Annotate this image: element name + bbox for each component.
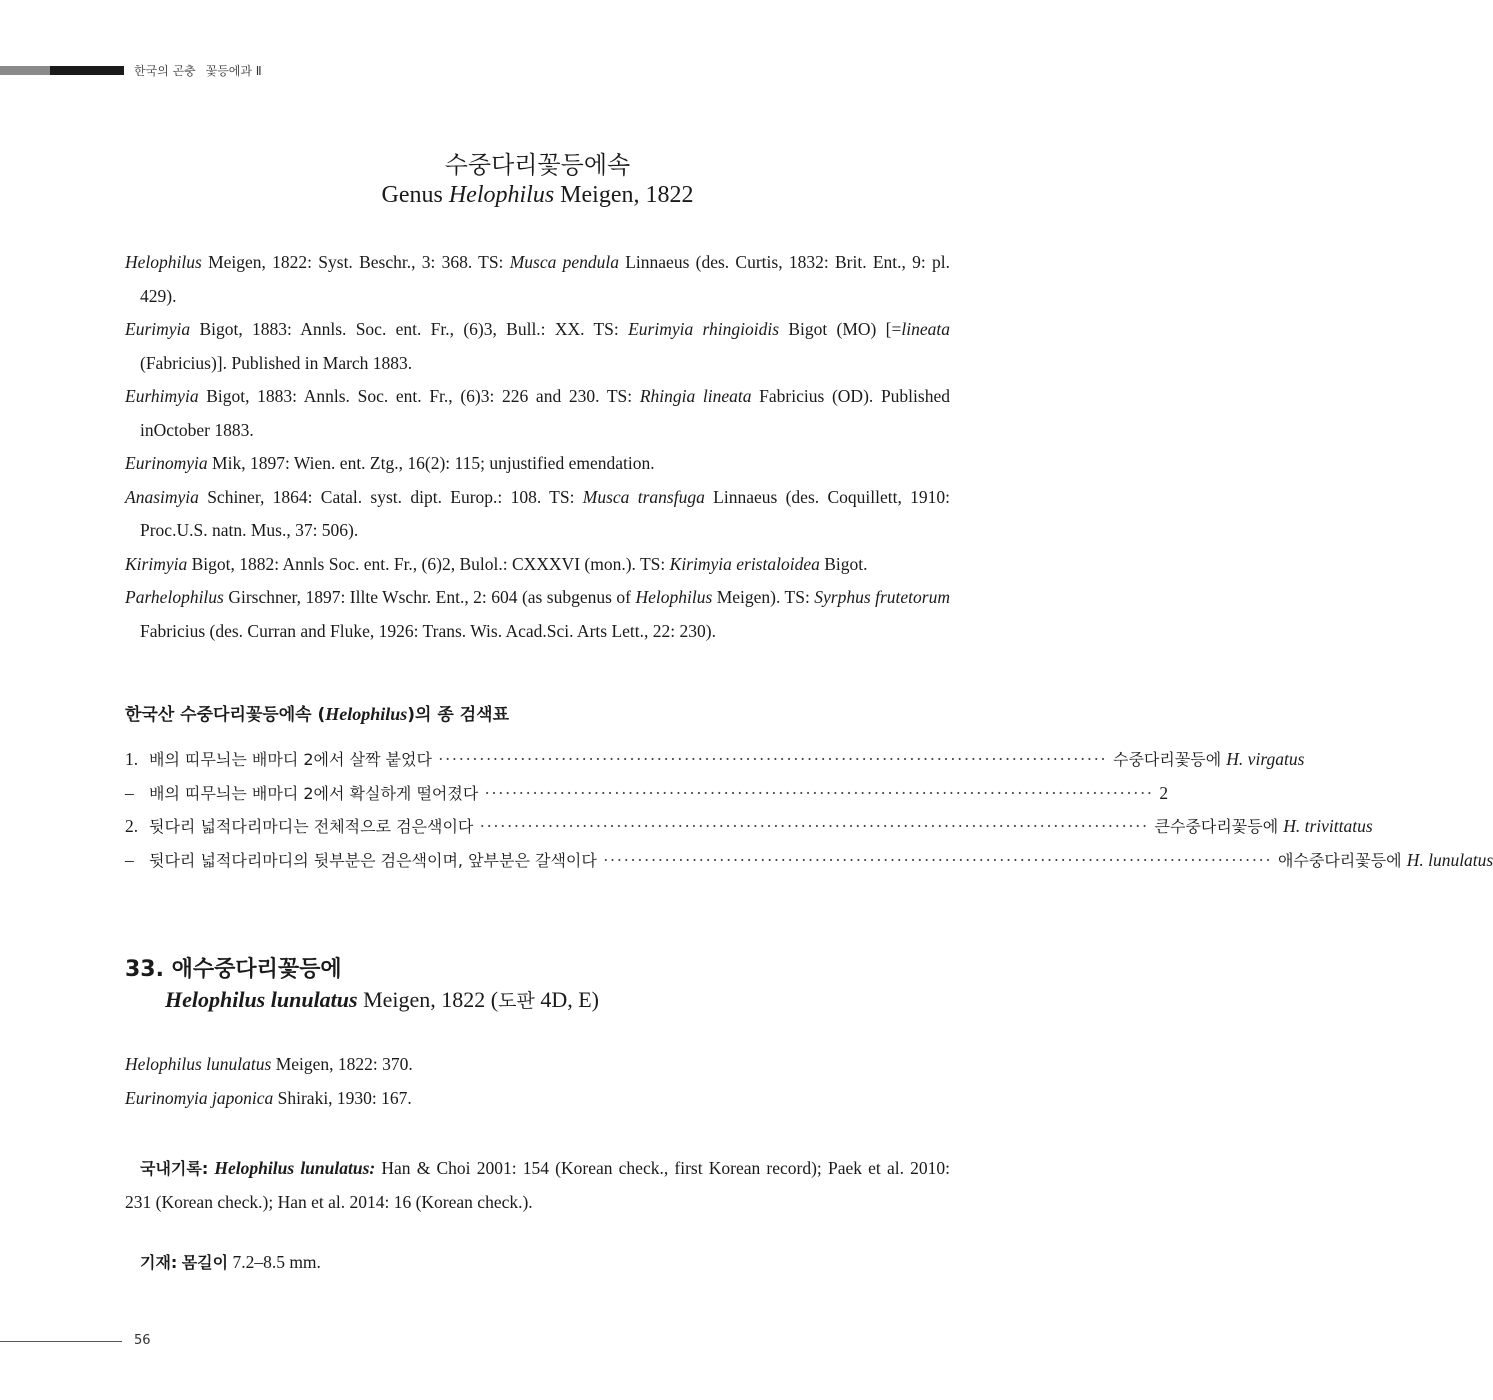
domestic-records-label: 국내기록: — [140, 1159, 209, 1178]
key-heading-genus: Helophilus — [325, 704, 408, 724]
synonym-ref: Bigot, 1883: Annls. Soc. ent. Fr., (6)3: 226 and 230. TS: — [198, 386, 640, 406]
synonym-ref-tail: Bigot. — [819, 553, 868, 574]
footer-rule — [0, 1341, 122, 1342]
synonym-ref-tail: Meigen). TS: — [712, 587, 815, 607]
key-character: 뒷다리 넓적다리마디의 뒷부분은 검은색이며, 앞부분은 갈색이다 — [149, 850, 597, 870]
genus-prefix: Genus — [381, 182, 449, 208]
species-synonym — [125, 1082, 950, 1116]
species-synonymy — [125, 1048, 950, 1115]
species-latin-name: Helophilus lunulatus — [165, 987, 358, 1012]
synonym-name: Kirimyia — [125, 553, 188, 574]
synonym-ref-tail: Linnaeus (des. Curtis, 1832: Brit. Ent., 9: pl. 429). — [140, 252, 950, 306]
synonym-entry — [125, 313, 950, 380]
species-synonym-ref: Meigen, 1822: 370. — [271, 1054, 413, 1074]
species-synonym-name: Helophilus lunulatus — [125, 1054, 272, 1074]
genus-name: Helophilus — [448, 182, 555, 208]
domestic-records — [125, 1152, 950, 1219]
key-result — [1113, 747, 1304, 770]
type-species: Musca transfuga — [582, 486, 705, 507]
type-species: Helophilus — [635, 587, 713, 607]
key-result-korean: 큰수중다리꽃등에 — [1154, 817, 1284, 836]
page-number: 56 — [134, 1333, 151, 1348]
key-result — [1155, 814, 1373, 837]
key-number: 1. — [125, 749, 139, 769]
running-head — [134, 62, 262, 79]
species-synonym-name: Eurinomyia japonica — [125, 1087, 274, 1108]
type-species: Musca pendula — [509, 252, 619, 272]
key-heading — [125, 700, 509, 725]
synonym-name: Helophilus — [125, 252, 202, 272]
synonym-name: Anasimyia — [125, 486, 199, 507]
synonym-entry — [125, 581, 950, 648]
synonym-ref-tail: Bigot (MO) [= — [779, 319, 902, 339]
key-result-species: H. virgatus — [1226, 749, 1305, 769]
synonym-entry — [125, 447, 950, 481]
key-result-species: H. trivittatus — [1283, 816, 1373, 836]
synonym-ref-tail: Fabricius (OD). Published inOctober 1883. — [140, 386, 950, 440]
genus-synonymy — [125, 246, 950, 648]
key-couplet — [125, 781, 1169, 815]
type-species: Rhingia lineata — [639, 386, 752, 406]
synonym-ref: Bigot, 1883: Annls. Soc. ent. Fr., (6)3, Bull.: XX. TS: — [190, 319, 629, 339]
synonym-ref: Girschner, 1897: Illte Wschr. Ent., 2: 604 (as subgenus of — [223, 587, 636, 607]
plate-label: 도판 — [498, 990, 535, 1012]
domestic-records-species: Helophilus lunulatus: — [214, 1158, 376, 1178]
key-leader-dots: ·································································································· — [484, 782, 1154, 803]
key-number: 2. — [125, 816, 139, 836]
type-species: Eurimyia rhingioidis — [628, 319, 780, 339]
synonym-entry — [125, 380, 950, 447]
key-result-species: H. lunulatus — [1406, 849, 1493, 870]
key-couplet — [125, 747, 1305, 781]
key-number: – — [125, 782, 134, 803]
species-synonym — [125, 1048, 950, 1082]
plate-reference: 4D, E) — [534, 987, 599, 1012]
synonym-ref-end: Fabricius (des. Curran and Fluke, 1926: Trans. Wis. Acad.Sci. Arts Lett., 22: 230). — [140, 620, 716, 641]
synonym-ref-end: (Fabricius)]. Published in March 1883. — [140, 352, 413, 373]
species-author: Meigen, 1822 ( — [357, 987, 499, 1012]
synonym-name: Eurimyia — [125, 319, 191, 339]
type-species: Kirimyia eristaloidea — [669, 553, 820, 574]
description — [140, 1250, 321, 1273]
synonym-name: Parhelophilus — [125, 587, 224, 607]
synonym-ref: Schiner, 1864: Catal. syst. dipt. Europ.: 108. TS: — [198, 486, 583, 507]
identification-key — [125, 747, 1493, 881]
species-number: 33. — [125, 957, 164, 982]
key-result-step: 2 — [1159, 782, 1169, 803]
domestic-records-text: Han & Choi 2001: 154 (Korean check., first Korean record); Paek et al. 2010: 231 (Korean check.); Han et al. 2014: 16 (Korean check.). — [125, 1158, 950, 1212]
key-result-korean: 수중다리꽃등에 — [1113, 750, 1227, 769]
key-result-korean: 애수중다리꽃등에 — [1277, 850, 1407, 870]
running-head-volume: 꽃등에과 Ⅱ — [205, 64, 262, 78]
key-heading-suffix: )의 종 검색표 — [407, 705, 509, 725]
synonym-ref: Meigen, 1822: Syst. Beschr., 3: 368. TS: — [201, 252, 510, 272]
synonym-entry — [125, 481, 950, 548]
genus-author: Meigen, 1822 — [554, 182, 694, 208]
species-korean-name: 애수중다리꽃등에 — [171, 957, 342, 982]
header-bar-grey — [0, 66, 50, 75]
key-result — [1278, 848, 1493, 871]
key-leader-dots: ·································································································· — [479, 816, 1149, 836]
key-couplet — [125, 814, 1373, 848]
synonym-name: Eurhimyia — [125, 386, 199, 406]
genus-korean-title: 수중다리꽃등에속 — [444, 151, 631, 179]
synonym-ref: Bigot, 1882: Annls Soc. ent. Fr., (6)2, Bulol.: CXXXVI (mon.). TS: — [187, 553, 670, 574]
body-length-value: 7.2–8.5 mm. — [228, 1252, 321, 1272]
key-couplet — [125, 848, 1493, 882]
description-label: 기재: — [140, 1253, 178, 1272]
synonym-entry — [125, 548, 950, 582]
species-heading — [125, 952, 342, 983]
species-latin-heading — [165, 986, 599, 1013]
type-species-alt: lineata — [901, 319, 950, 339]
key-character: 배의 띠무늬는 배마디 2에서 확실하게 떨어졌다 — [149, 783, 479, 803]
body-length-label: 몸길이 — [181, 1253, 229, 1272]
species-synonym-ref: Shiraki, 1930: 167. — [273, 1087, 412, 1108]
genus-latin-title — [0, 182, 1075, 209]
synonym-ref-tail: Linnaeus (des. Coquillett, 1910: Proc.U.S. natn. Mus., 37: 506). — [140, 486, 950, 540]
synonym-name: Eurinomyia — [125, 453, 208, 473]
key-leader-dots: ·································································································· — [437, 749, 1108, 769]
key-character: 뒷다리 넓적다리마디는 전체적으로 검은색이다 — [149, 817, 474, 836]
header-bar-black — [50, 66, 124, 75]
running-head-book: 한국의 곤충 — [134, 64, 196, 78]
synonym-ref: Mik, 1897: Wien. ent. Ztg., 16(2): 115; unjustified emendation. — [207, 453, 655, 473]
key-heading-prefix: 한국산 수중다리꽃등에속 ( — [125, 705, 326, 725]
key-leader-dots: ·································································································· — [602, 849, 1272, 870]
key-result — [1159, 783, 1168, 804]
key-character: 배의 띠무늬는 배마디 2에서 살짝 붙었다 — [149, 750, 432, 769]
key-number: – — [125, 849, 134, 870]
synonym-entry — [125, 246, 950, 313]
type-species-alt: Syrphus frutetorum — [814, 587, 950, 607]
